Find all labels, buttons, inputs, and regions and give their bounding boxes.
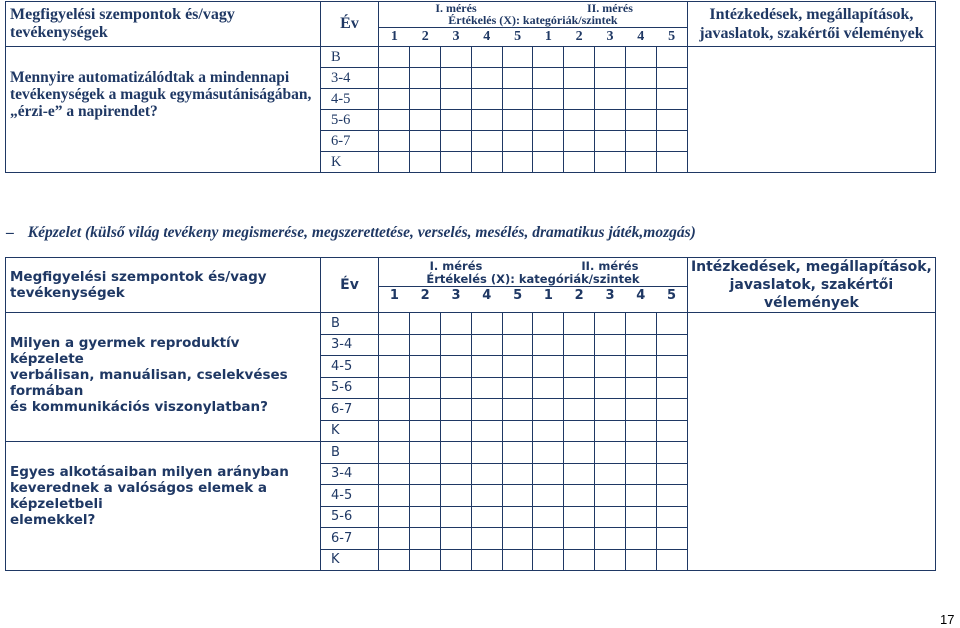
rating-checkbox[interactable] (379, 152, 410, 173)
rating-checkbox[interactable] (379, 68, 410, 89)
rating-checkbox[interactable] (564, 131, 595, 152)
measure-1-label: I. mérés (429, 259, 483, 273)
rating-checkbox[interactable] (502, 377, 533, 399)
rating-checkbox[interactable] (626, 506, 657, 528)
rating-checkbox[interactable] (409, 131, 440, 152)
rating-checkbox[interactable] (533, 399, 564, 421)
rating-checkbox[interactable] (409, 334, 440, 356)
rating-checkbox[interactable] (379, 47, 410, 68)
rating-checkbox[interactable] (502, 131, 533, 152)
rating-checkbox[interactable] (502, 68, 533, 89)
rating-checkbox[interactable] (409, 377, 440, 399)
rating-checkbox[interactable] (626, 152, 657, 173)
rating-checkbox[interactable] (657, 420, 688, 442)
rating-checkbox[interactable] (564, 377, 595, 399)
rating-checkbox[interactable] (440, 47, 471, 68)
actions-header-line-1: Intézkedések, megállapítások, (690, 259, 932, 275)
year-cell: 5-6 (321, 506, 379, 528)
rating-checkbox[interactable] (502, 110, 533, 131)
rating-checkbox[interactable] (657, 356, 688, 378)
rating-checkbox[interactable] (471, 442, 502, 464)
rating-checkbox[interactable] (379, 131, 410, 152)
criteria-text: Mennyire automatizálódtak a mindennapi (10, 69, 290, 86)
rating-checkbox[interactable] (595, 47, 626, 68)
rating-checkbox[interactable] (595, 377, 626, 399)
rating-checkbox[interactable] (626, 313, 657, 335)
rating-checkbox[interactable] (595, 334, 626, 356)
rating-checkbox[interactable] (533, 463, 564, 485)
section-title-text: Képzelet (külső világ tevékeny megismerése, megszerettetése, verselés, mesélés, dramatikus játék,mozgás) (27, 224, 696, 241)
rating-checkbox[interactable] (564, 313, 595, 335)
criteria-text: Milyen a gyermek reproduktív képzelete (10, 335, 240, 367)
scale-number: 3 (605, 288, 615, 303)
measure-1-label: I. mérés (435, 1, 477, 15)
rating-checkbox[interactable] (409, 68, 440, 89)
rating-checkbox[interactable] (471, 528, 502, 550)
rating-checkbox[interactable] (657, 377, 688, 399)
criteria-text: elemekkel? (10, 512, 96, 528)
year-cell: 3-4 (321, 463, 379, 485)
scale-number: 1 (544, 29, 552, 44)
rating-checkbox[interactable] (502, 334, 533, 356)
rating-checkbox[interactable] (657, 152, 688, 173)
rating-checkbox[interactable] (626, 549, 657, 571)
rating-checkbox[interactable] (440, 485, 471, 507)
rating-checkbox[interactable] (379, 463, 410, 485)
rating-header (379, 258, 688, 313)
rating-checkbox[interactable] (379, 528, 410, 550)
rating-checkbox[interactable] (471, 110, 502, 131)
rating-checkbox[interactable] (471, 356, 502, 378)
scale-number: 3 (452, 29, 460, 44)
year-cell: K (321, 152, 379, 173)
rating-checkbox[interactable] (595, 463, 626, 485)
scale-number: 5 (514, 29, 522, 44)
scale-number: 5 (513, 288, 523, 303)
rating-checkbox[interactable] (440, 442, 471, 464)
rating-checkbox[interactable] (379, 506, 410, 528)
year-cell: B (321, 313, 379, 335)
rating-checkbox[interactable] (409, 442, 440, 464)
rating-checkbox[interactable] (502, 463, 533, 485)
rating-checkbox[interactable] (533, 334, 564, 356)
year-cell: 5-6 (321, 377, 379, 399)
rating-checkbox[interactable] (657, 89, 688, 110)
rating-checkbox[interactable] (564, 89, 595, 110)
rating-checkbox[interactable] (502, 399, 533, 421)
rating-checkbox[interactable] (657, 110, 688, 131)
rating-checkbox[interactable] (595, 68, 626, 89)
rating-checkbox[interactable] (657, 47, 688, 68)
year-header: Év (321, 2, 379, 47)
measure-2-label: II. mérés (581, 259, 639, 273)
actions-header (687, 2, 935, 47)
rating-checkbox[interactable] (409, 485, 440, 507)
rating-checkbox[interactable] (595, 356, 626, 378)
rating-checkbox[interactable] (440, 463, 471, 485)
rating-checkbox[interactable] (626, 528, 657, 550)
rating-checkbox[interactable] (595, 110, 626, 131)
rating-checkbox[interactable] (440, 356, 471, 378)
rating-checkbox[interactable] (502, 442, 533, 464)
rating-checkbox[interactable] (440, 131, 471, 152)
scale-row (379, 28, 687, 46)
rating-checkbox[interactable] (502, 485, 533, 507)
rating-checkbox[interactable] (533, 549, 564, 571)
rating-checkbox[interactable] (564, 528, 595, 550)
rating-checkbox[interactable] (379, 334, 410, 356)
rating-checkbox[interactable] (657, 506, 688, 528)
criteria-cell (6, 47, 321, 173)
rating-checkbox[interactable] (533, 377, 564, 399)
criteria-text: és kommunikációs viszonylatban? (10, 399, 268, 415)
rating-checkbox[interactable] (626, 442, 657, 464)
rating-checkbox[interactable] (626, 89, 657, 110)
rating-checkbox[interactable] (471, 506, 502, 528)
rating-checkbox[interactable] (502, 313, 533, 335)
rating-checkbox[interactable] (471, 334, 502, 356)
rating-checkbox[interactable] (471, 420, 502, 442)
rating-checkbox[interactable] (533, 152, 564, 173)
criteria-text: keverednek a valóságos elemek a képzeletbeli (10, 480, 268, 512)
rating-checkbox[interactable] (657, 485, 688, 507)
scale-number: 4 (636, 288, 646, 303)
rating-checkbox[interactable] (657, 463, 688, 485)
rating-checkbox[interactable] (595, 152, 626, 173)
scale-number: 2 (574, 288, 584, 303)
rating-checkbox[interactable] (595, 89, 626, 110)
scale-number: 2 (421, 29, 429, 44)
rating-checkbox[interactable] (471, 47, 502, 68)
rating-checkbox[interactable] (595, 442, 626, 464)
rating-checkbox[interactable] (626, 356, 657, 378)
rating-checkbox[interactable] (471, 549, 502, 571)
rating-checkbox[interactable] (440, 420, 471, 442)
section-bullet: – (6, 224, 14, 241)
rating-checkbox[interactable] (409, 506, 440, 528)
criteria-text: verbálisan, manuálisan, cselekvéses formában (10, 367, 288, 399)
rating-checkbox[interactable] (502, 89, 533, 110)
rating-checkbox[interactable] (657, 399, 688, 421)
rating-checkbox[interactable] (626, 334, 657, 356)
year-cell: 4-5 (321, 356, 379, 378)
criteria-cell (6, 442, 321, 571)
rating-checkbox[interactable] (564, 399, 595, 421)
rating-checkbox[interactable] (564, 110, 595, 131)
rating-checkbox[interactable] (440, 110, 471, 131)
rating-checkbox[interactable] (471, 377, 502, 399)
rating-checkbox[interactable] (379, 110, 410, 131)
rating-checkbox[interactable] (657, 131, 688, 152)
year-cell: K (321, 549, 379, 571)
rating-checkbox[interactable] (626, 68, 657, 89)
rating-checkbox[interactable] (471, 399, 502, 421)
scale-number: 2 (575, 29, 583, 44)
criteria-text: Egyes alkotásaiban milyen arányban (10, 464, 289, 480)
rating-checkbox[interactable] (595, 549, 626, 571)
rating-checkbox[interactable] (564, 68, 595, 89)
rating-checkbox[interactable] (440, 528, 471, 550)
year-cell: 3-4 (321, 68, 379, 89)
evaluation-table-1 (5, 1, 936, 173)
rating-checkbox[interactable] (626, 463, 657, 485)
rating-checkbox[interactable] (595, 506, 626, 528)
rating-checkbox[interactable] (379, 377, 410, 399)
rating-checkbox[interactable] (440, 377, 471, 399)
rating-checkbox[interactable] (471, 68, 502, 89)
year-cell: B (321, 47, 379, 68)
actions-header-line-2: javaslatok, szakértői vélemények (729, 277, 894, 311)
rating-checkbox[interactable] (564, 549, 595, 571)
rating-checkbox[interactable] (533, 47, 564, 68)
scale-number: 2 (420, 288, 430, 303)
rating-checkbox[interactable] (626, 131, 657, 152)
rating-checkbox[interactable] (502, 47, 533, 68)
actions-header-line-1: Intézkedések, megállapítások, (709, 6, 914, 23)
rating-checkbox[interactable] (502, 528, 533, 550)
rating-checkbox[interactable] (409, 356, 440, 378)
rating-checkbox[interactable] (409, 110, 440, 131)
rating-checkbox[interactable] (657, 313, 688, 335)
scale-number: 4 (483, 29, 491, 44)
rating-checkbox[interactable] (595, 313, 626, 335)
rating-checkbox[interactable] (502, 356, 533, 378)
rating-checkbox[interactable] (502, 549, 533, 571)
rating-checkbox[interactable] (533, 68, 564, 89)
rating-checkbox[interactable] (379, 399, 410, 421)
rating-checkbox[interactable] (564, 334, 595, 356)
rating-checkbox[interactable] (440, 152, 471, 173)
scale-row (379, 287, 687, 305)
rating-checkbox[interactable] (471, 313, 502, 335)
year-cell: 4-5 (321, 89, 379, 110)
rating-checkbox[interactable] (409, 549, 440, 571)
evaluation-table-2 (5, 257, 936, 571)
rating-checkbox[interactable] (440, 313, 471, 335)
rating-checkbox[interactable] (533, 506, 564, 528)
rating-checkbox[interactable] (440, 334, 471, 356)
rating-checkbox[interactable] (595, 528, 626, 550)
rating-checkbox[interactable] (533, 313, 564, 335)
rating-checkbox[interactable] (379, 549, 410, 571)
scale-number: 5 (668, 29, 676, 44)
rating-checkbox[interactable] (626, 47, 657, 68)
page-number: 17 (940, 612, 955, 627)
rating-checkbox[interactable] (409, 152, 440, 173)
rating-checkbox[interactable] (409, 463, 440, 485)
rating-checkbox[interactable] (595, 420, 626, 442)
rating-checkbox[interactable] (564, 47, 595, 68)
rating-checkbox[interactable] (379, 313, 410, 335)
scale-number: 3 (606, 29, 614, 44)
rating-checkbox[interactable] (409, 399, 440, 421)
rating-checkbox[interactable] (657, 334, 688, 356)
rating-checkbox[interactable] (564, 485, 595, 507)
rating-checkbox[interactable] (626, 110, 657, 131)
scale-number: 1 (390, 29, 398, 44)
rating-checkbox[interactable] (379, 485, 410, 507)
year-cell: 6-7 (321, 528, 379, 550)
rating-checkbox[interactable] (440, 399, 471, 421)
rating-checkbox[interactable] (379, 356, 410, 378)
criteria-text: „érzi-e” a napirendet? (10, 103, 158, 120)
rating-checkbox[interactable] (471, 89, 502, 110)
rating-checkbox[interactable] (564, 420, 595, 442)
rating-checkbox[interactable] (440, 89, 471, 110)
scale-number: 3 (451, 288, 461, 303)
rating-checkbox[interactable] (533, 528, 564, 550)
rating-checkbox[interactable] (657, 528, 688, 550)
rating-checkbox[interactable] (657, 442, 688, 464)
year-cell: 6-7 (321, 399, 379, 421)
scale-number: 1 (389, 288, 399, 303)
rating-checkbox[interactable] (626, 377, 657, 399)
measure-2-label: II. mérés (586, 1, 633, 15)
rating-checkbox[interactable] (379, 89, 410, 110)
rating-checkbox[interactable] (471, 152, 502, 173)
scale-number: 4 (482, 288, 492, 303)
year-cell: 5-6 (321, 110, 379, 131)
rating-checkbox[interactable] (440, 506, 471, 528)
rating-checkbox[interactable] (440, 549, 471, 571)
year-cell: 4-5 (321, 485, 379, 507)
rating-checkbox[interactable] (595, 399, 626, 421)
scale-number: 4 (637, 29, 645, 44)
rating-checkbox[interactable] (533, 131, 564, 152)
scale-number: 1 (543, 288, 553, 303)
rating-checkbox[interactable] (657, 68, 688, 89)
rating-checkbox[interactable] (595, 131, 626, 152)
rating-checkbox[interactable] (471, 463, 502, 485)
section-title (6, 224, 696, 242)
rating-checkbox[interactable] (564, 152, 595, 173)
rating-checkbox[interactable] (502, 152, 533, 173)
rating-checkbox[interactable] (502, 420, 533, 442)
criteria-header: Megfigyelési szempontok és/vagy tevékenységek (6, 2, 321, 47)
criteria-header: Megfigyelési szempontok és/vagy tevékenységek (6, 258, 321, 313)
rating-checkbox[interactable] (564, 463, 595, 485)
criteria-text: tevékenységek a maguk egymásutániságában, (10, 86, 312, 103)
rating-checkbox[interactable] (626, 420, 657, 442)
rating-checkbox[interactable] (533, 485, 564, 507)
rating-checkbox[interactable] (595, 485, 626, 507)
year-cell: 6-7 (321, 131, 379, 152)
rating-checkbox[interactable] (471, 131, 502, 152)
rating-checkbox[interactable] (564, 442, 595, 464)
actions-notes-field[interactable] (687, 47, 935, 173)
actions-notes-field[interactable] (687, 313, 935, 571)
year-cell: K (321, 420, 379, 442)
rating-checkbox[interactable] (533, 356, 564, 378)
rating-checkbox[interactable] (409, 420, 440, 442)
rating-checkbox[interactable] (409, 313, 440, 335)
rating-label: Értékelés (X): kategóriák/szintek (379, 273, 687, 287)
rating-checkbox[interactable] (471, 485, 502, 507)
year-cell: 3-4 (321, 334, 379, 356)
year-header: Év (321, 258, 379, 313)
rating-checkbox[interactable] (626, 485, 657, 507)
rating-checkbox[interactable] (409, 47, 440, 68)
rating-checkbox[interactable] (626, 399, 657, 421)
actions-header-line-2: javaslatok, szakértői vélemények (699, 25, 924, 42)
rating-checkbox[interactable] (533, 420, 564, 442)
rating-checkbox[interactable] (409, 528, 440, 550)
rating-header (379, 2, 688, 47)
rating-checkbox[interactable] (564, 356, 595, 378)
rating-checkbox[interactable] (533, 110, 564, 131)
scale-number: 5 (667, 288, 677, 303)
year-cell: B (321, 442, 379, 464)
actions-header (687, 258, 935, 313)
rating-checkbox[interactable] (440, 68, 471, 89)
rating-checkbox[interactable] (379, 442, 410, 464)
rating-checkbox[interactable] (533, 442, 564, 464)
rating-label: Értékelés (X): kategóriák/szintek (379, 14, 687, 28)
rating-checkbox[interactable] (502, 506, 533, 528)
rating-checkbox[interactable] (409, 89, 440, 110)
rating-checkbox[interactable] (564, 506, 595, 528)
criteria-cell (6, 313, 321, 442)
rating-checkbox[interactable] (657, 549, 688, 571)
rating-checkbox[interactable] (379, 420, 410, 442)
rating-checkbox[interactable] (533, 89, 564, 110)
